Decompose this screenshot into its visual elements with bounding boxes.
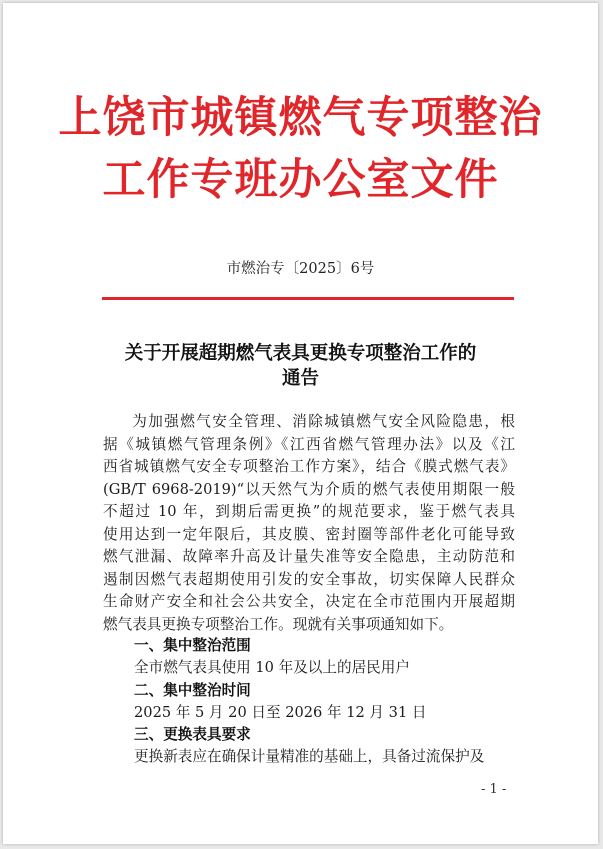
section-body-scope: 全市燃气表具使用 10 年及以上的居民用户 [134, 659, 410, 676]
intro-paragraph [103, 411, 515, 636]
document-title-line1: 关于开展超期燃气表具更换专项整治工作的 [124, 343, 477, 364]
document-title-line2: 通告 [281, 368, 319, 389]
page-number: - 1 - [481, 782, 507, 797]
section-body-requirements: 更换新表应在确保计量精准的基础上，具备过流保护及 [134, 748, 485, 765]
intro-line: 燃气表具更换专项整治工作。现就有关事项通知如下。 [103, 615, 454, 633]
intro-line: 为加强燃气安全管理、消除城镇燃气安全风险隐患，根 [132, 413, 515, 430]
intro-line: 不超过 10 年，到期后需更换”的规范要求，鉴于燃气表具 [103, 503, 515, 520]
intro-line: 使用达到一定年限后，其皮膜、密封圈等部件老化可能导致 [103, 525, 515, 543]
intro-line: 生命财产安全和社会公共安全，决定在全市范围内开展超期 [103, 593, 515, 610]
section-heading-scope: 一、集中整治范围 [134, 637, 251, 654]
intro-line: 西省城镇燃气安全专项整治工作方案》，结合《膜式燃气表》 [103, 458, 515, 475]
intro-line: 据《城镇燃气管理条例》《江西省燃气管理办法》以及《江 [103, 435, 515, 453]
intro-line: (GB/T 6968-2019)“以天然气为介质的燃气表使用期限一般 [103, 480, 515, 498]
document-page [3, 3, 598, 844]
issuing-org-line1: 上饶市城镇燃气专项整治 [58, 93, 543, 143]
document-number: 市燃治专〔2025〕6号 [226, 261, 375, 277]
intro-line: 遏制因燃气表超期使用引发的安全事故，切实保障人民群众 [103, 570, 515, 588]
red-separator-line [102, 297, 514, 300]
section-heading-period: 二、集中整治时间 [134, 682, 251, 699]
section-heading-requirements: 三、更换表具要求 [134, 726, 251, 743]
section-body-period: 2025 年 5 月 20 日至 2026 年 12 月 31 日 [134, 704, 427, 721]
issuing-org-line2: 工作专班办公室文件 [102, 155, 499, 205]
intro-line: 燃气泄漏、故障率升高及计量失准等安全隐患，主动防范和 [103, 548, 515, 565]
